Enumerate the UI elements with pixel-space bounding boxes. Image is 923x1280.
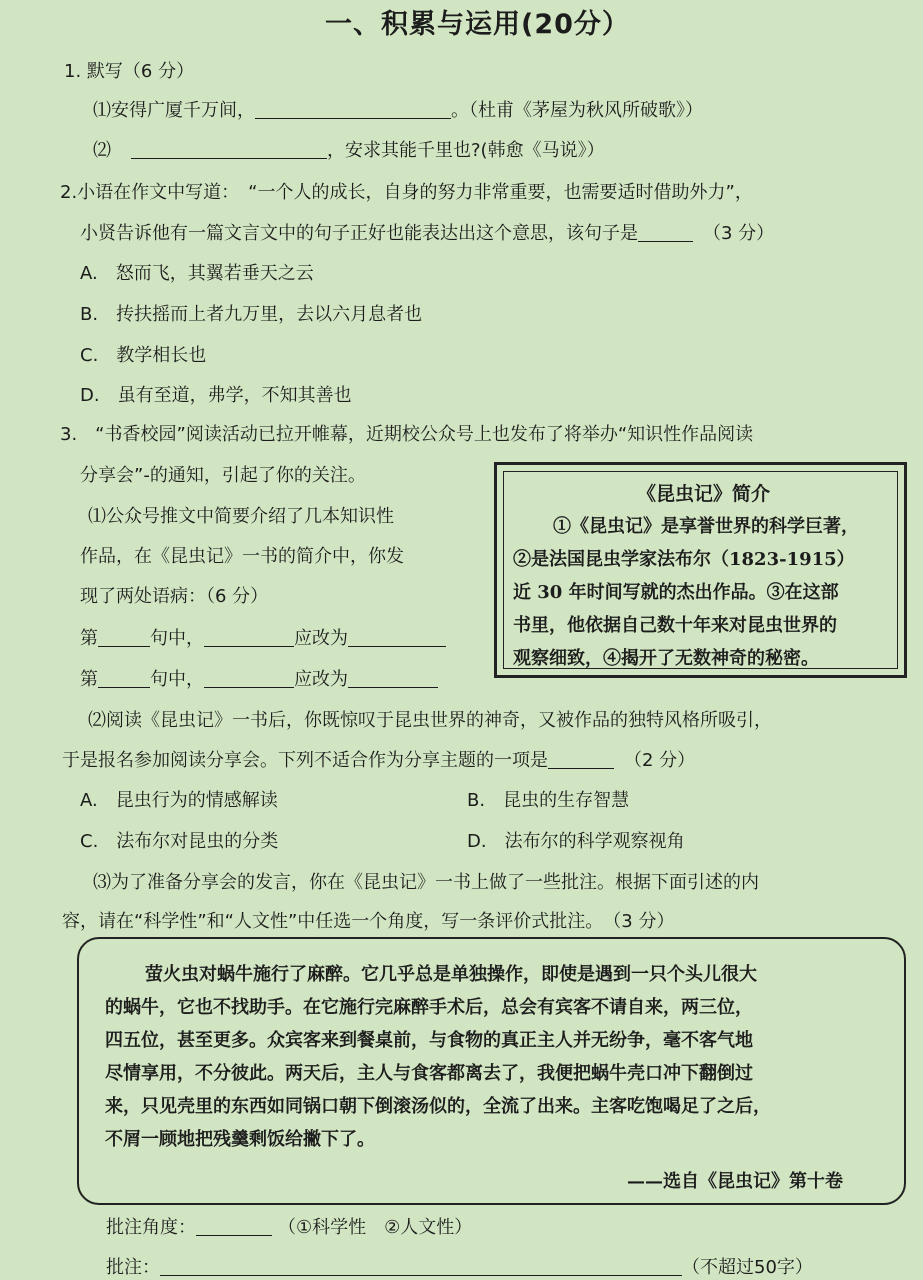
intro-box-line4: 书里，他依据自己数十年来对昆虫世界的 [513,615,837,636]
intro-box-line1: ①《昆虫记》是享誉世界的科学巨著， [553,516,859,537]
excerpt-box [77,937,906,1205]
q1-line1 [93,96,703,122]
intro-box [494,462,907,678]
q1-line2-num: ⑵ [93,140,111,161]
annotation-limit: （不超过50字） [682,1257,813,1278]
q3-p2-option-d: D. 法布尔的科学观察视角 [467,831,685,852]
q3-p3-line1: ⑶为了准备分享会的发言，你在《昆虫记》一书上做了一些批注。根据下面引述的内 [93,872,759,893]
q2-option-d: D. 虽有至道，弗学，不知其善也 [80,385,352,406]
q3-blank-fix2[interactable] [348,669,438,688]
q3-blank-wrong2[interactable] [204,669,294,688]
q1-blank2[interactable] [131,140,327,159]
page-title: 一、积累与运用(20分） [325,9,630,40]
annotation-angle-blank[interactable] [196,1217,272,1236]
q3-p2-option-c: C. 法布尔对昆虫的分类 [80,831,279,852]
annotation-blank[interactable] [160,1257,682,1276]
q3-fill-row2 [80,665,438,691]
q3-blank-sentence2[interactable] [98,669,150,688]
fill-label-ju: 句中， [150,669,204,690]
q1-line1-source: 。（杜甫《茅屋为秋风所破歌》） [451,100,703,121]
q3-blank-sentence1[interactable] [98,628,150,647]
q1-line2 [93,136,605,162]
excerpt-line1: 萤火虫对蜗牛施行了麻醉。它几乎总是单独操作，即使是遇到一只个头儿很大 [145,964,757,985]
q2-option-a: A. 怒而飞，其翼若垂天之云 [80,263,314,284]
q3-p2-option-b: B. 昆虫的生存智慧 [467,790,630,811]
q3-line1: 3. “书香校园”阅读活动已拉开帷幕，近期校公众号上也发布了将举办“知识性作品阅读 [60,424,754,445]
q2-option-b: B. 抟扶摇而上者九万里，去以六月息者也 [80,304,423,325]
q3-p3-line2: 容，请在“科学性”和“人文性”中任选一个角度，写一条评价式批注。 （3 分） [62,911,675,932]
annotation-angle-options: （①科学性 ②人文性） [278,1217,473,1238]
q3-blank-fix1[interactable] [348,628,446,647]
q3-p2-line2 [62,746,695,772]
fill-label-gai: 应改为 [294,669,348,690]
annotation-row [106,1253,813,1279]
q3-fill-row1 [80,624,446,650]
intro-box-title: 《昆虫记》简介 [637,483,771,505]
excerpt-line3: 四五位，甚至更多。众宾客来到餐桌前，与食物的真正主人并无纷争，毫不客气地 [105,1030,753,1051]
q3-p1-line3: 现了两处语病：（6 分） [80,586,269,607]
q2-line1: 2.小语在作文中写道： “一个人的成长，自身的努力非常重要，也需要适时借助外力”， [60,182,753,203]
q3-p1-line2: 作品，在《昆虫记》一书的简介中，你发 [80,546,404,567]
q3-p1-line1: ⑴公众号推文中简要介绍了几本知识性 [88,506,394,527]
q2-blank[interactable] [638,223,693,242]
excerpt-line4: 尽情享用，不分彼此。两天后，主人与食客都离去了，我便把蜗牛壳口冲下翻倒过 [105,1063,753,1084]
fill-label-ju: 句中， [150,628,204,649]
excerpt-line2: 的蜗牛，它也不找助手。在它施行完麻醉手术后，总会有宾客不请自来，两三位， [105,997,753,1018]
q2-line2-text: 小贤告诉他有一篇文言文中的句子正好也能表达出这个意思，该句子是 [80,223,638,244]
annotation-label: 批注： [106,1257,160,1278]
q3-p2-score: （2 分） [624,750,696,771]
fill-label-gai: 应改为 [294,628,348,649]
q2-score: （3 分） [703,223,775,244]
q1-line2-text: ，安求其能千里也?(韩愈《马说》） [327,140,605,161]
annotation-angle-label: 批注角度： [106,1217,196,1238]
q3-p2-line2-text: 于是报名参加阅读分享会。下列不适合作为分享主题的一项是 [62,750,548,771]
q3-p2-option-a: A. 昆虫行为的情感解读 [80,790,278,811]
intro-box-line2: ②是法国昆虫学家法布尔（1823-1915） [513,549,855,570]
q1-heading: 1. 默写（6 分） [64,61,195,82]
q2-option-c: C. 教学相长也 [80,345,207,366]
excerpt-line5: 来，只见壳里的东西如同锅口朝下倒滚汤似的，全流了出来。主客吃饱喝足了之后， [105,1096,771,1117]
q3-blank-wrong1[interactable] [204,628,294,647]
q2-line2 [80,219,774,245]
annotation-angle-row [106,1213,472,1239]
excerpt-line6: 不屑一顾地把残羹剩饭给撇下了。 [105,1129,375,1150]
fill-label-di: 第 [80,669,98,690]
intro-box-line3: 近 30 年时间写就的杰出作品。③在这部 [513,582,839,603]
intro-box-line5: 观察细致，④揭开了无数神奇的秘密。 [513,648,819,669]
q3-p2-line1: ⑵阅读《昆虫记》一书后，你既惊叹于昆虫世界的神奇，又被作品的独特风格所吸引， [88,710,772,731]
q3-p2-blank[interactable] [548,750,614,769]
excerpt-source: ——选自《昆虫记》第十卷 [627,1171,843,1192]
q3-line2: 分享会”-的通知，引起了你的关注。 [80,465,366,486]
fill-label-di: 第 [80,628,98,649]
q1-blank1[interactable] [255,100,451,119]
q1-line1-text: ⑴安得广厦千万间， [93,100,255,121]
